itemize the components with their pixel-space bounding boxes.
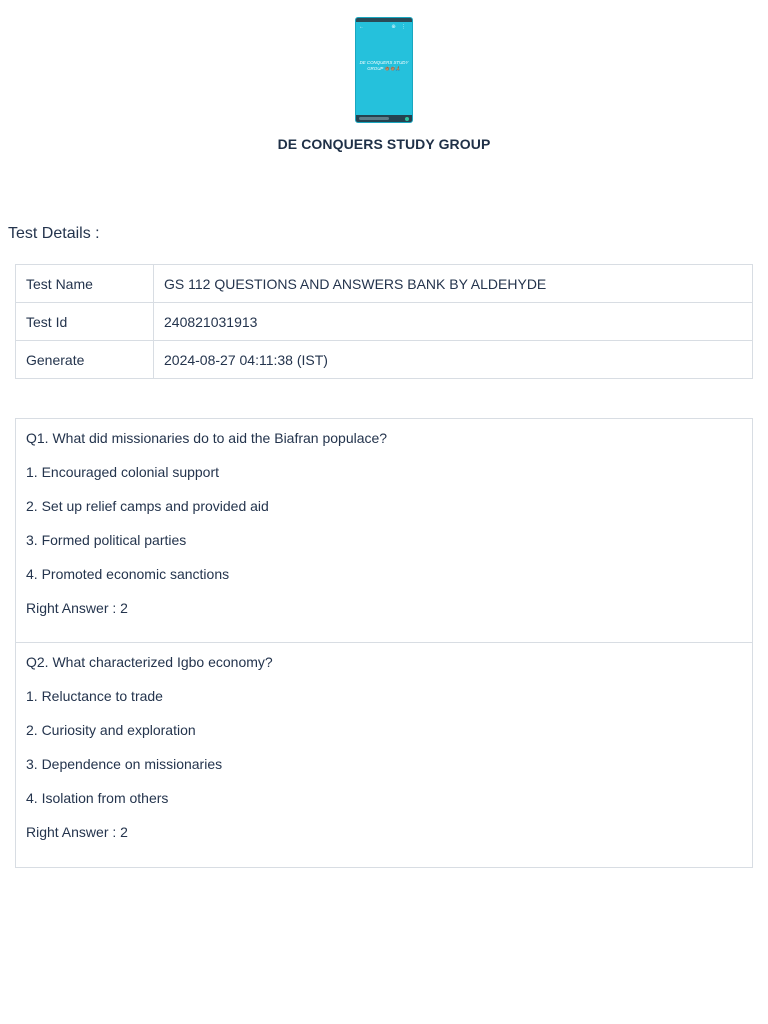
group-title: DE CONQUERS STUDY GROUP: [277, 136, 491, 152]
option-item: 4. Promoted economic sanctions: [26, 566, 230, 582]
option-item: 3. Formed political parties: [26, 532, 187, 548]
option-item: 3. Dependence on missionaries: [26, 756, 223, 772]
detail-key: Test Id: [16, 303, 154, 341]
detail-key: Test Name: [16, 265, 154, 303]
table-row: [16, 265, 753, 303]
right-answer: Right Answer : 2: [26, 600, 128, 616]
option-item: 1. Encouraged colonial support: [26, 464, 220, 480]
detail-key: Generate: [16, 341, 154, 379]
logo-caption: DE CONQUERS STUDY GROUP 👏🏽👏🏽🙏🏽: [359, 60, 409, 71]
option-item: 2. Set up relief camps and provided aid: [26, 498, 269, 514]
message-input-pill: [359, 117, 389, 120]
message-bar: [356, 115, 412, 122]
question-text: Q1. What did missionaries do to aid the Biafran populace?: [26, 430, 388, 446]
right-answer: Right Answer : 2: [26, 824, 128, 840]
detail-value: 240821031913: [154, 303, 753, 341]
option-item: 1. Reluctance to trade: [26, 688, 163, 704]
questions-list: [15, 418, 753, 868]
status-bar: [356, 18, 412, 22]
toolbar-icons: ⊕ ⋮: [391, 24, 408, 30]
back-arrow-icon: ←: [359, 24, 364, 30]
detail-value: GS 112 QUESTIONS AND ANSWERS BANK BY ALDEHYDE: [154, 265, 753, 303]
question-block: [16, 643, 752, 867]
send-icon: [405, 117, 409, 121]
detail-value: 2024-08-27 04:11:38 (IST): [154, 341, 753, 379]
option-item: 4. Isolation from others: [26, 790, 169, 806]
table-row: [16, 303, 753, 341]
question-text: Q2. What characterized Igbo economy?: [26, 654, 273, 670]
table-row: [16, 341, 753, 379]
group-logo: [355, 17, 413, 123]
option-item: 2. Curiosity and exploration: [26, 722, 196, 738]
question-block: [16, 419, 752, 643]
test-details-label: Test Details :: [8, 225, 100, 242]
test-details-table: [15, 264, 753, 379]
phone-screenshot-image: [355, 17, 413, 123]
